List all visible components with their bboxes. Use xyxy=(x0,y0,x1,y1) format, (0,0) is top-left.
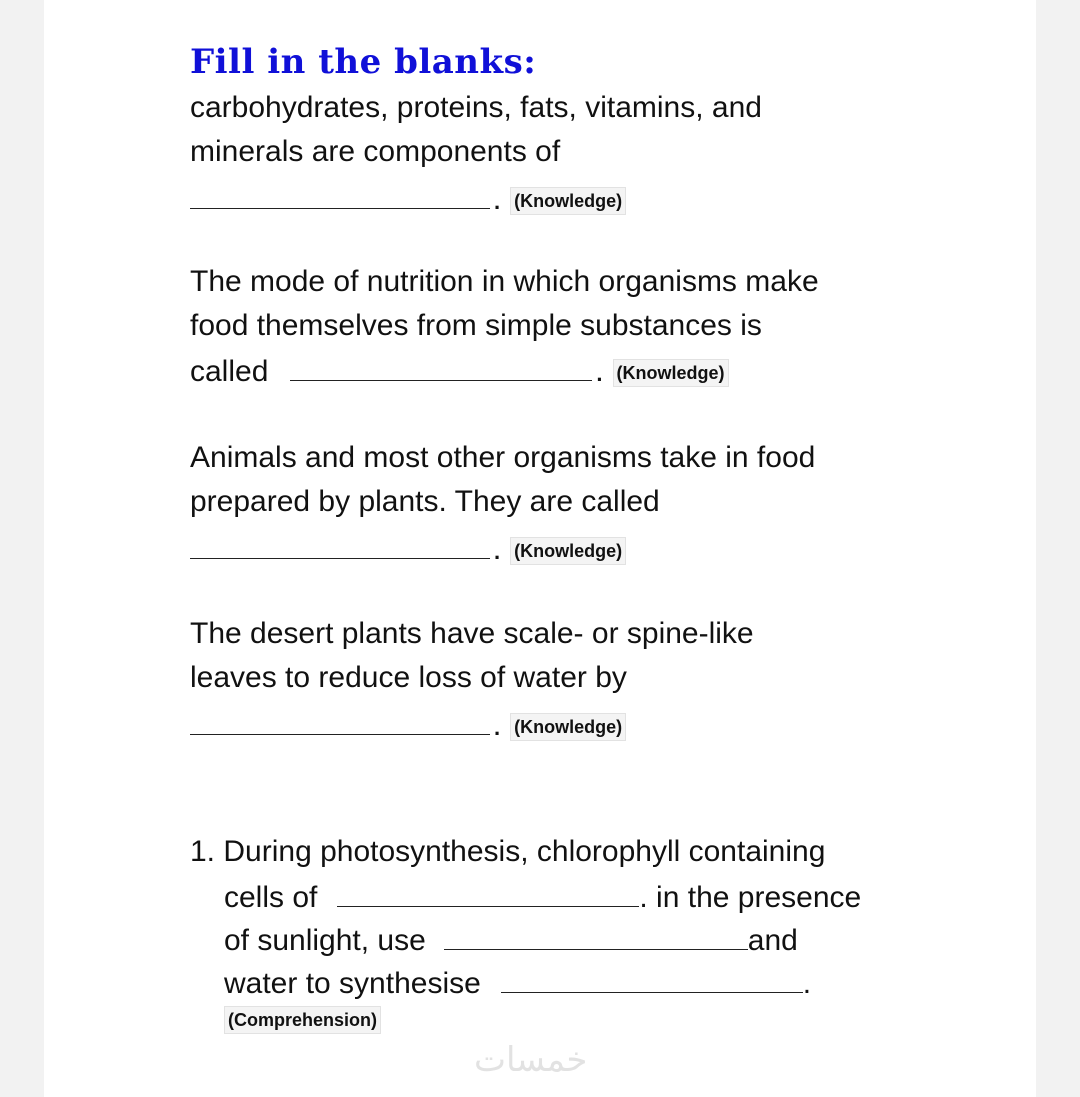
q5-line-4 xyxy=(224,964,811,1002)
q4-period: . xyxy=(494,715,501,740)
q2-level-tag: (Knowledge) xyxy=(613,359,729,387)
q2-line-1: The mode of nutrition in which organisms make xyxy=(190,265,819,298)
q3-level-tag: (Knowledge) xyxy=(510,537,626,565)
q3-line-2: prepared by plants. They are called xyxy=(190,485,660,518)
q5-number: 1. xyxy=(190,835,216,868)
q5-line-2b: . in the presence xyxy=(639,881,862,914)
q5-line-1 xyxy=(190,834,825,870)
q1-line-2: minerals are components of xyxy=(190,135,561,168)
q1-level-tag: (Knowledge) xyxy=(510,187,626,215)
q1-period: . xyxy=(494,189,501,214)
q5-line-4b: . xyxy=(802,967,812,1000)
q3-line-1: Animals and most other organisms take in food xyxy=(190,441,816,474)
q2-period: . xyxy=(596,361,603,386)
q2-line-2: food themselves from simple substances is xyxy=(190,309,762,342)
q2-blank[interactable] xyxy=(290,352,592,381)
q4-line-2: leaves to reduce loss of water by xyxy=(190,661,627,694)
page-title: Fill in the blanks: xyxy=(190,42,537,82)
document-page xyxy=(44,0,1036,1097)
q4-line-1: The desert plants have scale- or spine-like xyxy=(190,617,754,650)
q5-line-2 xyxy=(224,878,861,916)
q5-blank-1[interactable] xyxy=(337,878,639,907)
q5-line-4a: water to synthesise xyxy=(224,967,481,1000)
q5-blank-3[interactable] xyxy=(501,964,803,993)
q5-blank-2[interactable] xyxy=(444,921,748,950)
q3-answer-row xyxy=(190,530,626,570)
q2-answer-row xyxy=(190,352,729,392)
q5-line-1-text: During photosynthesis, chlorophyll containing xyxy=(223,835,826,868)
q4-blank[interactable] xyxy=(190,706,490,735)
q4-answer-row xyxy=(190,706,626,746)
q5-line-2a: cells of xyxy=(224,881,318,914)
q5-line-3a: of sunlight, use xyxy=(224,924,426,957)
q3-period: . xyxy=(494,539,501,564)
q5-level-tag: (Comprehension) xyxy=(224,1006,381,1034)
q1-answer-row xyxy=(190,180,626,220)
q5-level-row xyxy=(224,1006,381,1034)
q5-line-3b: and xyxy=(747,924,798,957)
q2-line-3: called xyxy=(190,355,269,388)
q1-blank[interactable] xyxy=(190,180,490,209)
watermark-logo: خمسات xyxy=(474,1040,588,1080)
q1-line-1: carbohydrates, proteins, fats, vitamins, and xyxy=(190,91,762,124)
q5-line-3 xyxy=(224,921,798,959)
q3-blank[interactable] xyxy=(190,530,490,559)
q4-level-tag: (Knowledge) xyxy=(510,713,626,741)
